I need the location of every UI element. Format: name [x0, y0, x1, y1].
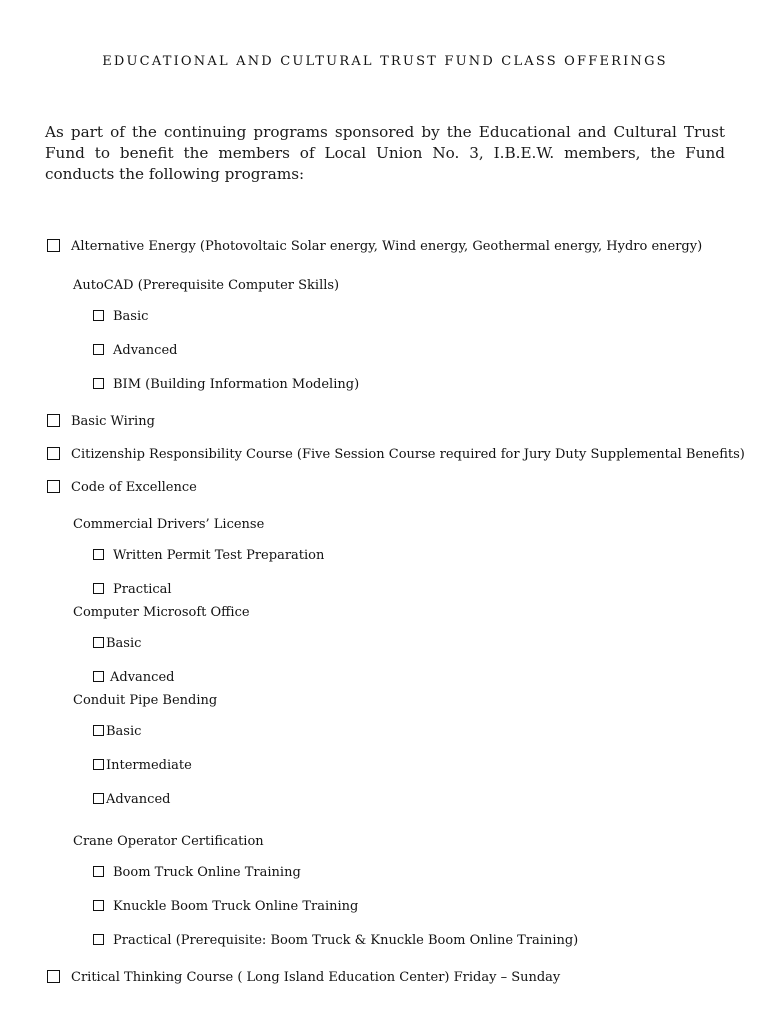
checkbox[interactable] — [93, 344, 104, 355]
checkbox[interactable] — [93, 378, 104, 389]
checkbox[interactable] — [93, 934, 104, 945]
option-label: Critical Thinking Course ( Long Island Education Center) Friday – Sunday — [71, 970, 561, 985]
checkbox[interactable] — [93, 671, 104, 682]
section-heading-conduit: Conduit Pipe Bending — [73, 693, 218, 708]
checkbox[interactable] — [93, 866, 104, 877]
option-label: Boom Truck Online Training — [113, 865, 301, 880]
option-label: Advanced — [106, 792, 171, 807]
checkbox[interactable] — [47, 414, 60, 427]
option-crane-practical[interactable] — [93, 932, 578, 950]
section-heading-autocad: AutoCAD (Prerequisite Computer Skills) — [73, 278, 340, 293]
option-label: Basic — [106, 636, 142, 651]
option-crane-knuckle[interactable] — [93, 898, 358, 916]
option-alternative-energy[interactable] — [47, 238, 702, 256]
option-citizenship[interactable] — [47, 446, 745, 464]
option-label: Basic — [113, 309, 149, 324]
checkbox[interactable] — [93, 637, 104, 648]
checkbox[interactable] — [93, 725, 104, 736]
checkbox[interactable] — [93, 583, 104, 594]
section-heading-crane: Crane Operator Certification — [73, 834, 264, 849]
option-label: Advanced — [113, 343, 178, 358]
checkbox[interactable] — [93, 549, 104, 560]
checkbox[interactable] — [93, 793, 104, 804]
option-label: Advanced — [110, 670, 175, 685]
option-label: BIM (Building Information Modeling) — [113, 377, 360, 392]
option-autocad-bim[interactable] — [93, 376, 359, 394]
option-cdl-written[interactable] — [93, 547, 324, 565]
option-conduit-basic[interactable] — [93, 723, 141, 741]
option-conduit-intermediate[interactable] — [93, 757, 192, 775]
option-ms-advanced[interactable] — [93, 669, 174, 687]
option-label: Practical — [113, 582, 172, 597]
checkbox[interactable] — [47, 970, 60, 983]
checkbox[interactable] — [93, 759, 104, 770]
checkbox[interactable] — [93, 310, 104, 321]
option-conduit-advanced[interactable] — [93, 791, 170, 809]
option-label: Basic — [106, 724, 142, 739]
checkbox[interactable] — [47, 239, 60, 252]
checkbox[interactable] — [93, 900, 104, 911]
intro-paragraph: As part of the continuing programs sponsored by the Educational and Cultural Trust Fund to benefit the members of Local Union No. 3, I.B.E.W. members, the Fund conducts the following programs: — [45, 123, 725, 183]
checkbox[interactable] — [47, 480, 60, 493]
section-heading-ms-office: Computer Microsoft Office — [73, 605, 250, 620]
checkbox[interactable] — [47, 447, 60, 460]
document-title: EDUCATIONAL AND CULTURAL TRUST FUND CLASS OFFERINGS — [102, 54, 668, 69]
option-ms-basic[interactable] — [93, 635, 141, 653]
option-cdl-practical[interactable] — [93, 581, 172, 599]
option-label: Basic Wiring — [71, 414, 155, 429]
option-autocad-advanced[interactable] — [93, 342, 177, 360]
option-label: Practical (Prerequisite: Boom Truck & Knuckle Boom Online Training) — [113, 933, 579, 948]
option-autocad-basic[interactable] — [93, 308, 148, 326]
option-basic-wiring[interactable] — [47, 413, 155, 431]
option-label: Alternative Energy (Photovoltaic Solar energy, Wind energy, Geothermal energy, Hydro energy) — [71, 239, 703, 254]
section-heading-cdl: Commercial Drivers’ License — [73, 517, 265, 532]
option-code-of-excellence[interactable] — [47, 479, 197, 497]
option-label: Code of Excellence — [71, 480, 197, 495]
option-critical-thinking[interactable] — [47, 969, 560, 987]
option-label: Citizenship Responsibility Course (Five Session Course required for Jury Duty Supplemental Benefits) — [71, 447, 745, 462]
option-label: Knuckle Boom Truck Online Training — [113, 899, 359, 914]
option-label: Intermediate — [106, 758, 192, 773]
option-label: Written Permit Test Preparation — [113, 548, 325, 563]
option-crane-boom[interactable] — [93, 864, 301, 882]
